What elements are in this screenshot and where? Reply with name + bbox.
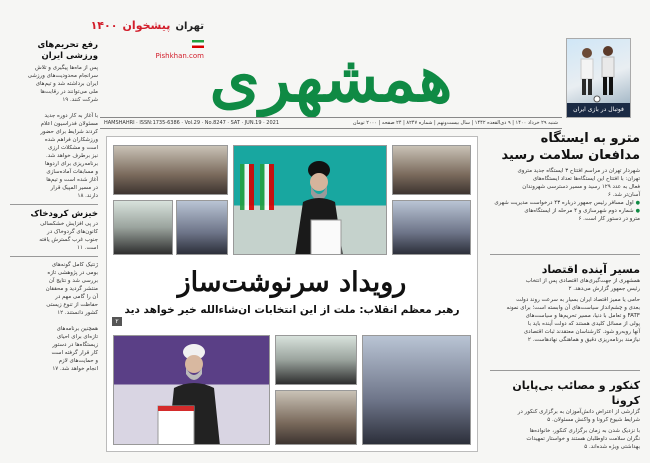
right-story2-body-line: آنها روبه‌رو شود. کارشناسان معتقدند ثبات اقتصادی (523, 329, 640, 335)
right-story3 (490, 378, 640, 451)
right-story2-body-line: نیازمند برنامه‌ریزی دقیق و هماهنگی نهادهاست. ۲ (527, 337, 640, 343)
left-story1-line: با آغاز به کار دوره جدید (44, 113, 98, 119)
left-story3-line: حفاظت از تنوع زیستی (46, 302, 98, 308)
left-story1-line: ایران برداشته شد و تیم‌های (35, 81, 98, 87)
left-story3-line: تازه‌ای برای احیای (56, 334, 98, 340)
left-story1-line: کردند شرایط برای حضور (40, 129, 98, 135)
main-subhead: رهبر معظم انقلاب: ملت از این انتخابات ان‌شاءالله خیر خواهد دید (124, 304, 460, 316)
left-story1-line (10, 104, 98, 112)
voting-photo-mid-left-2[interactable] (176, 200, 228, 255)
top-sports-photo[interactable] (566, 38, 631, 118)
left-story3-line: همچنین برنامه‌های (56, 326, 98, 332)
voting-photo-bottom-right[interactable] (362, 335, 471, 445)
dateline-persian: شنبه ۲۹ خرداد ۱۴۰۰ | ۹ ذی‌القعده ۱۴۴۲ | سال بیست‌ونهم | شماره ۸۲۴۷ | ۲۴ صفحه | ۲۰۰۰ تومان (352, 120, 558, 126)
right-story1-bullet-cont: مترو در دستور کار است. ۶ (578, 216, 640, 222)
left-story1-line: سرانجام محدودیت‌های ورزشی (27, 73, 98, 79)
divider (10, 256, 98, 257)
right-story1-lead-line: شهردار تهران در مراسم افتتاح ۳ ایستگاه جدید متروی (517, 168, 640, 174)
right-story1-bullet[interactable]: ● شماره دوم شهرسازی و ۴ مرحله از ایستگاه‌های (490, 207, 640, 215)
leader-voting-photo[interactable] (233, 145, 387, 255)
right-story2-body-line: حامی یا ممیز اقتصاد ایران بسیار به سرعت روند دولت (516, 297, 640, 303)
right-story2-title[interactable]: مسیر آینده اقتصاد (541, 263, 640, 276)
left-story3-line: کار قرار گرفته است (51, 350, 98, 356)
flag-left2-icon (260, 164, 274, 210)
right-story1-lead-line: فعال به عدد ۱۲۹ رسید و مسیر دسترسی شهروندان (522, 184, 640, 190)
right-story2 (490, 262, 640, 344)
voting-photo-top-right[interactable] (392, 145, 471, 195)
left-story1-title-line2[interactable]: ورزشی ایران (41, 51, 98, 61)
cleric-figure-icon (289, 158, 349, 255)
divider (490, 370, 640, 371)
rouhani-figure-icon (154, 342, 234, 445)
right-story3-lead-line: شرایط شیوع کرونا و واکنش مسئولان. ۵ (547, 417, 640, 423)
left-story2-title[interactable]: خیزش کرودخاک (30, 209, 98, 219)
left-story3-line: ژنتیک کامل گونه‌های (51, 262, 98, 268)
right-story1-bullet[interactable]: ● اول مسافر رئیس جمهور درباره ۴۳ درخواست مدیریت شهری (490, 199, 640, 207)
right-story1-title-line2[interactable]: مدافعان سلامت رسید (501, 148, 640, 163)
left-story3-line: کشور دانستند. ۱۲ (57, 310, 98, 316)
left-story3-line (10, 317, 98, 325)
left-story1-line: دارند. ۱۸ (77, 193, 98, 199)
right-story3-body-line: بهداشتی ویژه شده‌اند. ۵ (584, 444, 640, 450)
left-story1-line: ملی می‌توانند در رقابت‌ها (40, 89, 98, 95)
logo-number: ۱۴۰۰ (90, 19, 118, 32)
main-headline[interactable]: رویداد سرنوشت‌ساز (177, 267, 407, 298)
logo-word-pishkhan: پیشخوان (122, 19, 171, 32)
left-story1-line: است و مشکلات ارزی (48, 145, 98, 151)
right-story2-body-line: بعدی و چشم‌انداز سیاست‌های آن وابسته است؛ برای نمونه (506, 305, 640, 311)
left-story1-line: برنامه‌ریزی برای اردوها (45, 161, 98, 167)
right-story1-title-line1[interactable]: مترو به ایستگاه (540, 131, 640, 146)
left-story1-line: مسئولان فدراسیون اعلام (40, 121, 98, 127)
rouhani-voting-photo[interactable] (113, 335, 270, 445)
left-story1-line: نیز برطرف خواهد شد. (46, 153, 98, 159)
left-story1-line: ورزشکاران فراهم شده (44, 137, 98, 143)
players-figure-icon (566, 39, 630, 105)
right-story2-body-line: پولی از مسائل کلیدی هستند که دولت آینده باید با (527, 321, 640, 327)
right-story2-lead-line: همشهری از جهت‌گیری‌های اقتصادی پس از انتخاب (525, 278, 640, 284)
right-story3-title[interactable]: کنکور و مصائب بی‌پایان کرونا (512, 379, 640, 407)
voting-photo-bottom-mid-2[interactable] (275, 390, 357, 445)
left-story3-line: آن را گامی مهم در (55, 294, 98, 300)
left-story3-line: بومی در پژوهشی تازه (47, 270, 98, 276)
dateline (100, 117, 562, 129)
right-column (490, 130, 640, 223)
right-story1-lead-line: تهران: با افتتاح این ایستگاه‌ها تعداد ایستگاه‌های (532, 176, 640, 182)
dateline-latin: HAMSHAHRI · ISSN:1735-6386 · Vol.29 · No.8247 · SAT · JUN.19 · 2021 (104, 120, 280, 126)
left-column (10, 40, 98, 373)
page-reference-icon: ۲ (112, 317, 122, 326)
right-story2-lead-line: رئیس جمهور گزارش می‌دهد. ۲ (568, 286, 640, 292)
right-story2-body-line: FATF و تعامل با دنیا، مسیر تحریم‌ها و سیاست‌های (525, 313, 640, 319)
masthead-title: همشهری (209, 42, 453, 117)
flag-left-icon (240, 164, 254, 210)
left-story1-line: در مسیر المپیک قرار (50, 185, 98, 191)
left-story2-line: کانون‌های گردوخاک در (47, 229, 98, 235)
logo-url[interactable]: Pishkhan.com (155, 52, 204, 60)
left-story2-line: است. ۱۱ (77, 245, 98, 251)
left-story3-line: بررسی شد و نتایج آن (48, 278, 98, 284)
top-thumb-caption: فوتبال در بازی ایران (567, 103, 630, 117)
right-story3-body-line: با نزدیک شدن به زمان برگزاری کنکور، خانواده‌ها (529, 428, 640, 434)
left-story3-line: و حمایت‌های لازم (58, 358, 98, 364)
left-story3-line: انجام خواهد شد. ۱۷ (52, 366, 98, 372)
voting-photo-top-left[interactable] (113, 145, 228, 195)
right-story3-lead-line: گزارشی از اعتراض دانش‌آموزان به برگزاری کنکور در (517, 409, 640, 415)
left-story3-line: منتشر گردید و محققان (45, 286, 98, 292)
voting-photo-mid-right[interactable] (392, 200, 471, 255)
left-story3-line: زیستگاه‌ها در دستور (52, 342, 98, 348)
right-story3-body-line: نگران سلامت داوطلبان هستند و خواستار تمهیدات (526, 436, 640, 442)
left-story1-title-line1[interactable]: رفع تحریم‌های (37, 40, 98, 50)
left-story1-line: پس از ماه‌ها پیگیری و تلاش (35, 65, 98, 71)
left-story1-line: شرکت کنند. ۱۹ (62, 97, 98, 103)
divider (490, 254, 640, 255)
voting-photo-mid-left-1[interactable] (113, 200, 173, 255)
left-story2-line: جنوب غرب گسترش یافته (39, 237, 98, 243)
left-story1-line: آغاز شده است و تیم‌ها (46, 177, 98, 183)
left-story1-line: و مسابقات آماده‌سازی (46, 169, 98, 175)
logo-word-tehran: تهران (175, 21, 204, 32)
left-story2-line: در پی افزایش خشکسالی (40, 221, 98, 227)
right-story1-lead-line: آسان‌تر شد. ۶ (607, 192, 640, 198)
voting-photo-bottom-mid-1[interactable] (275, 335, 357, 385)
divider (10, 204, 98, 205)
